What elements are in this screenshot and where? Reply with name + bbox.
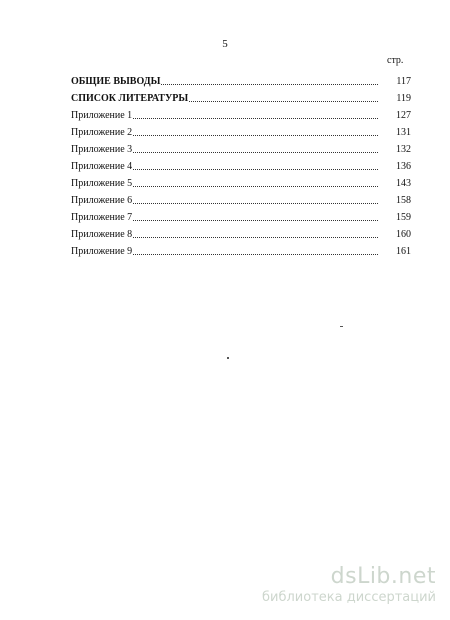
dot-leader: [133, 185, 378, 187]
dot-leader: [133, 117, 378, 119]
toc-entry-title: СПИСОК ЛИТЕРАТУРЫ: [71, 93, 189, 104]
toc-entry-title: Приложение 7: [71, 212, 133, 223]
pages-column-header: стр.: [387, 55, 404, 66]
watermark-logo: dsLib.net: [330, 564, 436, 589]
dot-leader: [133, 236, 378, 238]
toc-entry: [71, 88, 411, 105]
toc-entry: [71, 122, 411, 139]
toc-entry: [71, 71, 411, 88]
toc-entry: [71, 207, 411, 224]
toc-entry: [71, 224, 411, 241]
dot-leader: [133, 253, 378, 255]
toc-entry-page: 136: [396, 161, 411, 172]
toc-entry-page: 119: [396, 93, 411, 104]
toc-entry-page: 127: [396, 110, 411, 121]
toc-entry-title: Приложение 9: [71, 246, 133, 257]
toc-entry-page: 131: [396, 127, 411, 138]
toc-entry-title: Приложение 3: [71, 144, 133, 155]
toc-entry-title: ОБЩИЕ ВЫВОДЫ: [71, 76, 161, 87]
toc-entry-page: 161: [396, 246, 411, 257]
toc-entry-title: Приложение 6: [71, 195, 133, 206]
toc-entry: [71, 241, 411, 258]
toc-entry: [71, 190, 411, 207]
page-number: 5: [222, 38, 228, 50]
toc-entry-title: Приложение 4: [71, 161, 133, 172]
dot-leader: [189, 100, 378, 102]
toc-entry-page: 160: [396, 229, 411, 240]
dot-leader: [133, 219, 378, 221]
toc-entry-title: Приложение 1: [71, 110, 133, 121]
toc-entry-title: Приложение 2: [71, 127, 133, 138]
watermark: [262, 564, 436, 606]
watermark-tagline: библиотека диссертаций: [262, 590, 436, 605]
toc-entry-page: 159: [396, 212, 411, 223]
toc-entry-page: 132: [396, 144, 411, 155]
dot-leader: [133, 134, 378, 136]
dot-leader: [133, 202, 378, 204]
toc-entry: [71, 105, 411, 122]
dot-leader: [161, 83, 378, 85]
scan-speck: [340, 326, 343, 327]
table-of-contents: [71, 71, 411, 258]
dot-leader: [133, 151, 378, 153]
toc-entry: [71, 139, 411, 156]
toc-entry-page: 117: [396, 76, 411, 87]
toc-entry-page: 143: [396, 178, 411, 189]
scan-speck: [227, 357, 229, 359]
toc-entry: [71, 156, 411, 173]
toc-entry-title: Приложение 5: [71, 178, 133, 189]
toc-entry: [71, 173, 411, 190]
toc-entry-title: Приложение 8: [71, 229, 133, 240]
toc-entry-page: 158: [396, 195, 411, 206]
dot-leader: [133, 168, 378, 170]
